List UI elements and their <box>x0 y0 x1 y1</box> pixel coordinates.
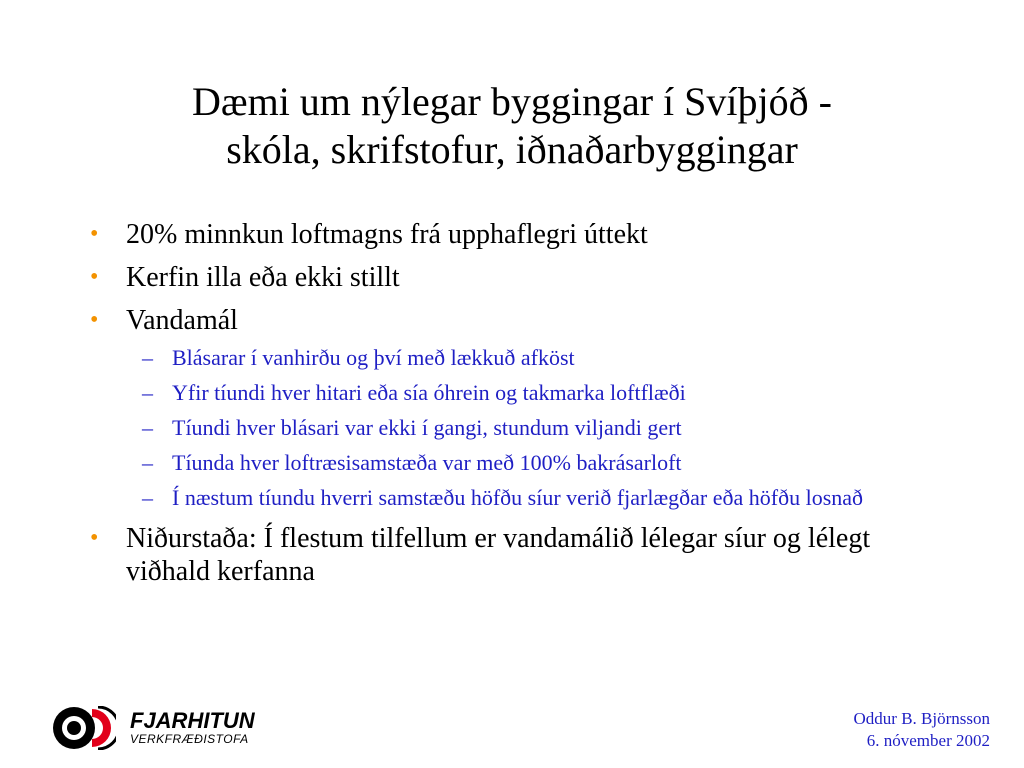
sub-bullet-text: Tíundi hver blásari var ekki í gangi, stundum viljandi gert <box>172 415 682 440</box>
title-line-1: Dæmi um nýlegar byggingar í Svíþjóð - <box>192 79 832 124</box>
bullet-text: Kerfin illa eða ekki stillt <box>126 262 400 293</box>
logo-text <box>130 710 255 747</box>
sub-bullet-item <box>90 345 930 370</box>
sub-bullet-marker: – <box>142 380 153 405</box>
footer-date: 6. nóvember 2002 <box>866 731 990 750</box>
footer-author: Oddur B. Björnsson <box>853 709 990 728</box>
sub-bullet-list <box>90 345 930 510</box>
bullet-marker: • <box>90 264 99 290</box>
bullet-marker: • <box>90 221 99 247</box>
sub-bullet-marker: – <box>142 485 153 510</box>
fjarhitun-logo-icon <box>52 706 116 750</box>
sub-bullet-item <box>90 485 930 510</box>
slide-title <box>80 78 944 174</box>
sub-bullet-marker: – <box>142 345 153 370</box>
bullet-marker: • <box>90 525 99 551</box>
sub-bullet-item <box>90 380 930 405</box>
company-logo <box>52 706 292 752</box>
sub-bullet-item <box>90 450 930 475</box>
sub-bullet-text: Tíunda hver loftræsisamstæða var með 100% bakrásarloft <box>172 450 682 475</box>
bullet-item <box>90 218 930 251</box>
footer-info <box>854 708 990 752</box>
title-line-2: skóla, skrifstofur, iðnaðarbyggingar <box>226 127 798 172</box>
sub-bullet-text: Blásarar í vanhirðu og því með lækkuð afköst <box>172 345 575 370</box>
bullet-item-conclusion <box>90 522 930 588</box>
bullet-list <box>90 218 930 598</box>
bullet-text: Niðurstaða: Í flestum tilfellum er vandamálið lélegar síur og lélegt viðhald kerfanna <box>126 523 871 587</box>
sub-bullet-marker: – <box>142 450 153 475</box>
sub-bullet-item <box>90 415 930 440</box>
bullet-item <box>90 304 930 337</box>
logo-name: FJARHITUN <box>130 708 255 733</box>
bullet-item <box>90 261 930 294</box>
sub-bullet-text: Í næstum tíundu hverri samstæðu höfðu síur verið fjarlægðar eða höfðu losnað <box>172 485 864 510</box>
sub-bullet-marker: – <box>142 415 153 440</box>
bullet-text: 20% minnkun loftmagns frá upphaflegri úttekt <box>126 219 648 250</box>
bullet-text: Vandamál <box>126 305 238 336</box>
logo-subtitle: VERKFRÆÐISTOFA <box>130 732 249 746</box>
bullet-marker: • <box>90 307 99 333</box>
sub-bullet-text: Yfir tíundi hver hitari eða sía óhrein og takmarka loftflæði <box>172 380 686 405</box>
